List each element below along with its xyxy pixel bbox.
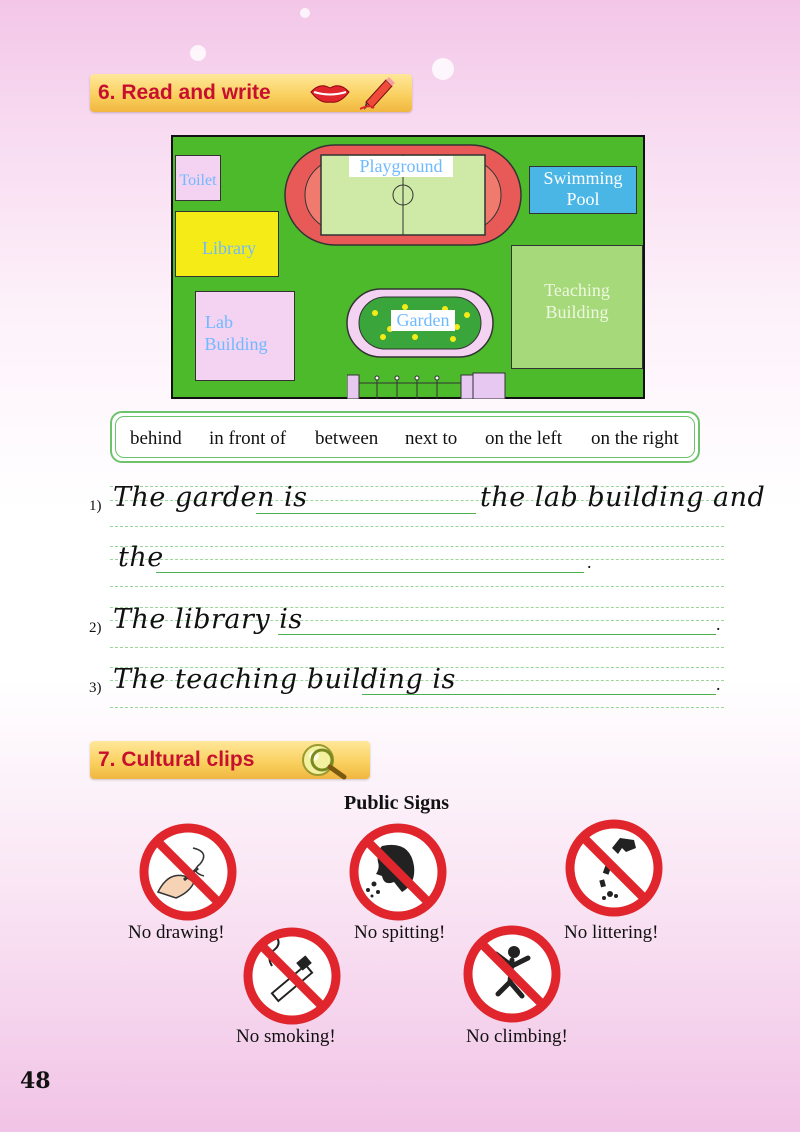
no-smoking-icon [242,926,342,1026]
word-bank-item: between [315,428,379,449]
guide-line [110,559,724,560]
question-1-text-start: The garden is [113,482,308,513]
school-map [171,135,645,399]
question-3-blank[interactable] [362,694,716,695]
toilet-label: Toilet [179,172,217,189]
lab-building-label-line2: Building [204,334,268,354]
guide-line [110,546,724,547]
no-drawing-icon [138,822,238,922]
question-3-number: 3) [89,680,102,696]
word-bank-item: behind [130,428,182,449]
question-2-period: . [716,614,721,634]
question-1-period: . [587,552,592,572]
teaching-building-label-line2: Building [545,302,609,322]
sign-caption: No spitting! [354,922,446,943]
magnifier-icon [296,740,350,780]
question-3-text: The teaching building is [113,664,456,695]
word-bank-item: on the right [591,428,679,449]
word-bank-item: in front of [209,428,287,449]
question-2-blank[interactable] [278,634,716,635]
lips-icon [308,80,352,106]
guide-line [110,707,724,708]
sign-caption: No littering! [564,922,659,943]
no-climbing-icon [462,924,562,1024]
section-6-title: 6. Read and write [98,81,271,104]
background-sparkle [432,58,454,80]
guide-line [110,526,724,527]
library-label: Library [202,238,256,258]
playground-label: Playground [349,156,453,177]
sign-caption: No climbing! [466,1026,568,1047]
no-spitting-icon [348,822,448,922]
guide-line [110,586,724,587]
school-gate-icon [347,369,507,399]
question-1-blank-1[interactable] [256,513,476,514]
section-7-banner [90,741,370,779]
background-sparkle [190,45,206,61]
page-number: 48 [20,1068,51,1094]
sign-caption: No drawing! [128,922,225,943]
section-7-title: 7. Cultural clips [98,748,255,771]
background-sparkle [300,8,310,18]
teaching-building-label-line1: Teaching [544,280,610,300]
public-signs-heading: Public Signs [344,792,450,814]
section-6-banner [90,74,412,112]
question-2-text: The library is [113,604,303,635]
question-1-number: 1) [89,498,102,514]
question-1-blank-2[interactable] [156,572,584,573]
question-2-number: 2) [89,620,102,636]
sign-caption: No smoking! [236,1026,336,1047]
question-3-period: . [716,674,721,694]
word-bank-item: on the left [485,428,563,449]
lab-building-label-line1: Lab [205,312,233,332]
swimming-pool-label-line1: Swimming [543,168,623,188]
swimming-pool-label-line2: Pool [566,189,600,209]
pencil-icon [360,76,396,110]
question-1-text-end: the [118,542,164,573]
garden-label: Garden [391,310,455,331]
word-bank-item: next to [405,428,458,449]
no-littering-icon [564,818,664,918]
word-bank [110,411,700,463]
question-1-text-middle: the lab building and [480,482,766,513]
guide-line [110,647,724,648]
